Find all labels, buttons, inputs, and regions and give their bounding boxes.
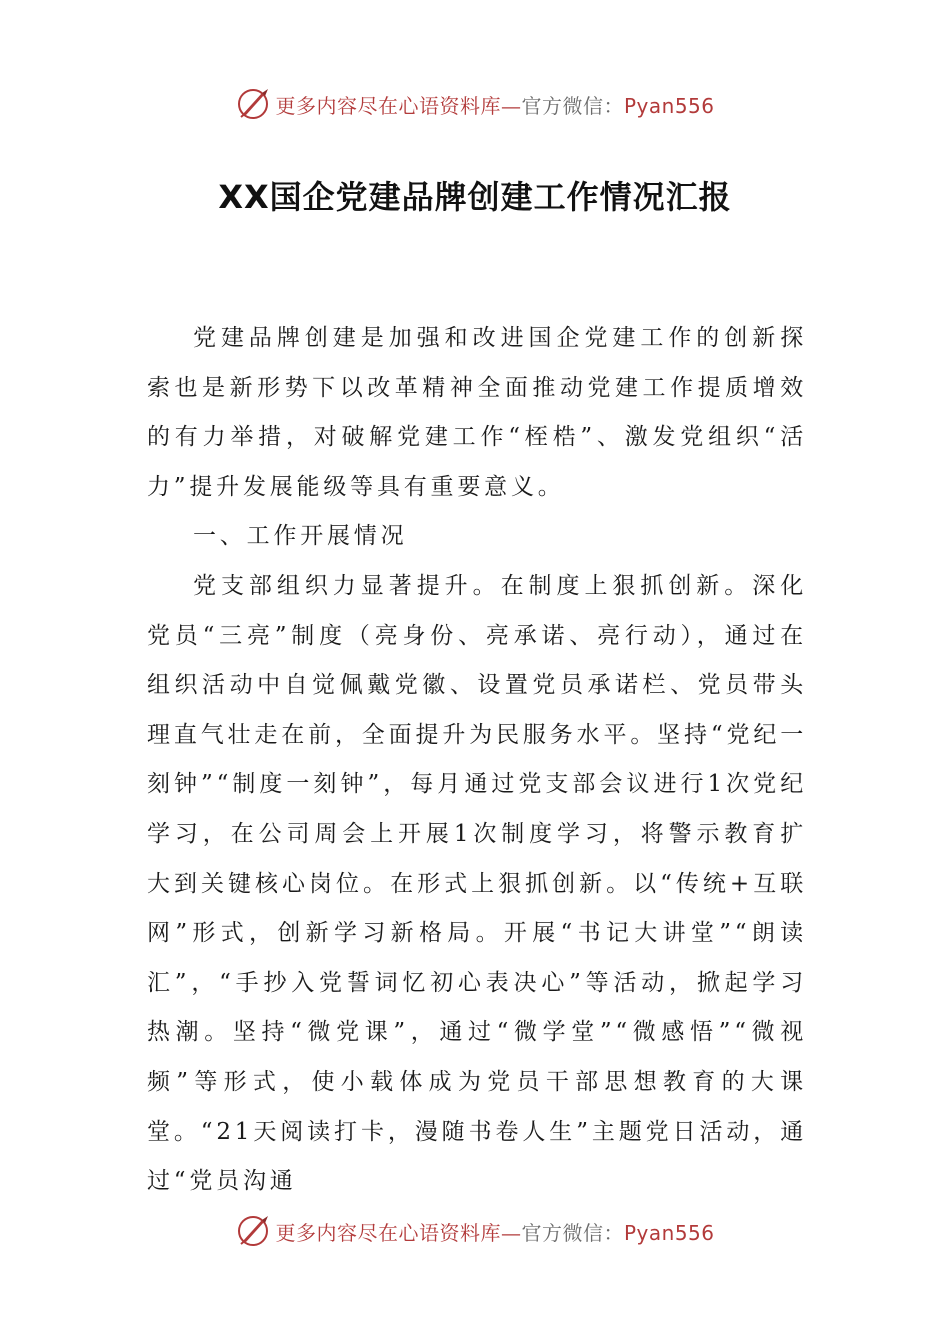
section-heading: 一、工作开展情况 <box>193 523 408 550</box>
intro-paragraph: 党建品牌创建是加强和改进国企党建工作的创新探索也是新形势下以改革精神全面推动党建工作提质增效的有力举措，对破解党建工作“桎梏”、激发党组织“活力”提升发展能级等具有重要意义。 <box>147 325 807 500</box>
banner-text <box>275 90 714 119</box>
banner-wechat-label: 官方微信： <box>521 1220 624 1245</box>
banner-library-text: 更多内容尽在心语资料库— <box>275 93 522 118</box>
footer-watermark-banner <box>0 1211 950 1251</box>
quill-logo-icon <box>235 1213 271 1249</box>
banner-text <box>275 1217 714 1246</box>
document-title: XX国企党建品牌创建工作情况汇报 <box>218 178 732 216</box>
document-body <box>147 314 807 1207</box>
header-watermark-banner <box>0 84 950 124</box>
quill-logo-icon <box>235 86 271 122</box>
banner-wechat-label: 官方微信： <box>521 93 624 118</box>
body-paragraph: 党支部组织力显著提升。在制度上狠抓创新。深化党员“三亮”制度（亮身份、亮承诺、亮行动），通过在组织活动中自觉佩戴党徽、设置党员承诺栏、党员带头理直气壮走在前，全面提升为民服务水平。坚持“党纪一刻钟”“制度一刻钟”，每月通过党支部会议进行1次党纪学习，在公司周会上开展1次制度学习，将警示教育扩大到关键核心岗位。在形式上狠抓创新。以“传统+互联网”形式，创新学习新格局。开展“书记大讲堂”“朗读汇”，“手抄入党誓词忆初心表决心”等活动，掀起学习热潮。坚持“微党课”，通过“微学堂”“微感悟”“微视频”等形式，使小载体成为党员干部思想教育的大课堂。“21天阅读打卡，漫随书卷人生”主题党日活动，通过“党员沟通 <box>147 572 807 1195</box>
banner-library-text: 更多内容尽在心语资料库— <box>275 1220 522 1245</box>
banner-wechat-id: Pyan556 <box>623 1220 715 1245</box>
banner-wechat-id: Pyan556 <box>623 93 715 118</box>
